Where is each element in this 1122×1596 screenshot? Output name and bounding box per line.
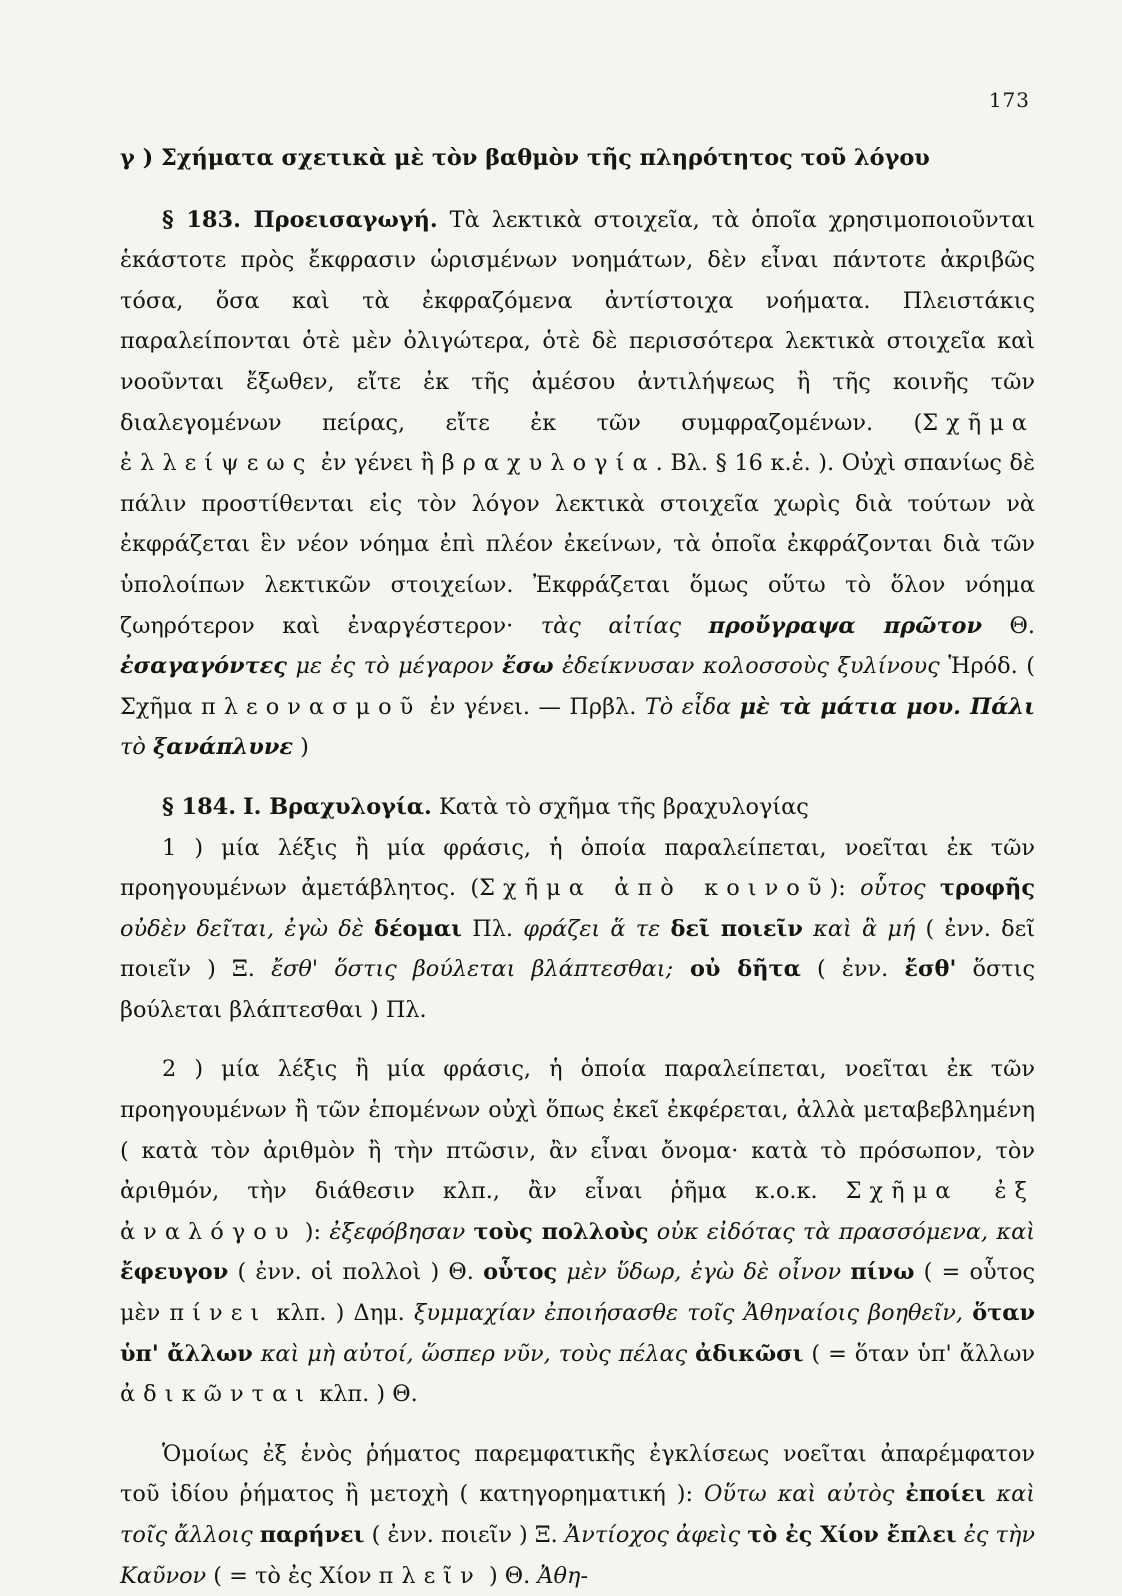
example-bold: ξανάπλυνε bbox=[153, 734, 294, 761]
example-bold: ἐποίει bbox=[905, 1481, 986, 1508]
example-bold: μὲ τὰ μάτια μου. Πάλι bbox=[739, 693, 1036, 720]
example-bold: προὔγραψα πρῶτον bbox=[708, 612, 982, 639]
paragraph-184-para-3 bbox=[120, 1434, 1035, 1596]
page-number: 173 bbox=[988, 88, 1030, 112]
example-bold: δεῖ ποιεῖν bbox=[670, 915, 803, 942]
example-italic: Τὸ εἶδα bbox=[644, 693, 740, 720]
text-run: ( = ὅταν ὑπ' ἄλλων bbox=[803, 1340, 1035, 1367]
text-run: κλπ. ) Θ. bbox=[312, 1381, 418, 1408]
spaced-term: πλεονασμοῦ bbox=[201, 693, 422, 720]
text-run: Πλ. bbox=[461, 915, 524, 942]
spaced-term: Σχῆμα ἀπὸ κοινοῦ bbox=[479, 875, 830, 902]
example-bold: ὅταν ὑπ' ἄλλων bbox=[120, 1300, 1036, 1367]
section-label-184: § 184. bbox=[162, 793, 237, 820]
example-bold: τροφῆς bbox=[939, 875, 1035, 902]
example-bold: ἀδικῶσι bbox=[695, 1340, 804, 1367]
example-italic: Ἀντίοχος ἀφεὶς bbox=[564, 1522, 748, 1548]
example-bold: ἐσαγαγόντες bbox=[120, 653, 287, 680]
text-run: ἐν γένει ἢ bbox=[313, 450, 442, 477]
paragraph-184-item-2 bbox=[120, 1049, 1035, 1414]
spaced-term: Σχῆμα ἐλλείψεως bbox=[120, 409, 1035, 477]
text-run: ) Θ. bbox=[481, 1562, 538, 1589]
example-italic: με ἐς τὸ μέγαρον bbox=[286, 653, 503, 680]
example-italic: τὸ bbox=[120, 734, 153, 761]
example-italic: οὐδὲν δεῖται, ἐγὼ δὲ bbox=[120, 915, 375, 942]
example-italic: ἔσθ' ὅστις βούλεται βλάπτεσθαι; bbox=[271, 956, 674, 983]
text-run: Ὁμοίως ἐξ ἑνὸς ῥήματος παρεμφατικῆς ἐγκλίσεως νοεῖται ἀπαρέμφατον τοῦ ἰδίου ῥήματος ἢ μετοχὴ ( κατηγορηματική ): bbox=[120, 1440, 1035, 1508]
section-label-183: § 183. Προεισαγωγή. bbox=[162, 206, 438, 233]
text-run: ( = τὸ ἐς Χίον bbox=[206, 1562, 379, 1589]
spaced-term: βραχυλογία bbox=[441, 450, 656, 477]
text-run: ( ἐνν. δεῖ ποιεῖν ) Ξ. bbox=[120, 915, 1035, 983]
text-run: ἐν γένει. — Πρβλ. bbox=[421, 693, 645, 720]
example-italic: μὲν ὕδωρ, ἐγὼ δὲ οἶνον bbox=[557, 1259, 851, 1286]
text-run: 2 ) μία λέξις ἢ μία φράσις, ἡ ὁποία παραλείπεται, νοεῖται ἐκ τῶν προηγουμένων ἢ τῶν ἑπομένων οὐχὶ ὅπως ἐκεῖ ἐκφέρεται, ἀλλὰ μεταβεβλημένη ( κατὰ τὸν ἀριθμὸν ἢ τὴν πτῶσιν, ἂν εἶναι ὄνομα· κατὰ τὸ πρόσωπον, τὸν ἀριθμόν, τὴν διάθεσιν κλπ., ἂν εἶναι ῥῆμα κ.ο.κ. bbox=[120, 1056, 1035, 1205]
example-italic: καὶ μὴ αὐτοί, ὥσπερ νῦν, τοὺς πέλας bbox=[252, 1340, 696, 1367]
text-run: Ἡρόδ. ( Σχῆμα bbox=[120, 653, 1035, 720]
example-italic: φράζει ἅ τε bbox=[523, 915, 671, 942]
subsection-title: Ι. Βραχυλογία. bbox=[243, 793, 432, 820]
example-italic: ἐδείκνυσαν κολοσσοὺς ξυλίνους bbox=[553, 653, 940, 680]
example-bold: τοὺς πολλοὺς bbox=[473, 1218, 649, 1245]
spaced-term: πίνει bbox=[169, 1300, 268, 1327]
example-bold: δέομαι bbox=[374, 915, 462, 942]
text-run: Κατὰ τὸ σχῆμα τῆς βραχυλογίας bbox=[431, 793, 809, 820]
example-bold: οὗτος bbox=[483, 1259, 558, 1286]
example-italic: οὗτος bbox=[860, 875, 940, 902]
text-run: ): bbox=[296, 1218, 330, 1245]
text-run: ( = οὗτος μὲν bbox=[120, 1259, 1035, 1327]
text-run: 1 ) μία λέξις ἢ μία φράσις, ἡ ὁποία παραλείπεται, νοεῖται ἐκ τῶν προηγουμένων ἀμετάβλητος. ( bbox=[120, 834, 1035, 902]
paragraph-184-intro bbox=[120, 787, 1035, 828]
example-italic: ξυμμαχίαν ἐποιήσασθε τοῖς Ἀθηναίοις βοηθεῖν, bbox=[414, 1300, 973, 1327]
example-bold: ἔσθ' bbox=[904, 956, 957, 983]
paragraph-184-item-1 bbox=[120, 828, 1035, 1031]
spaced-term: ἀδικῶνται bbox=[120, 1381, 313, 1408]
text-run: ( ἐνν. οἱ πολλοὶ ) Θ. bbox=[228, 1259, 484, 1286]
example-italic: οὐκ εἰδότας τὰ πρασσόμενα, καὶ bbox=[648, 1218, 1036, 1245]
spaced-term: Σχῆμα ἐξ ἀναλόγου bbox=[120, 1178, 1035, 1245]
section-heading: γ ) Σχήματα σχετικὰ μὲ τὸν βαθμὸν τῆς πληρότητος τοῦ λόγου bbox=[120, 145, 930, 171]
example-bold: τὸ ἐς Χίον ἔπλει bbox=[747, 1522, 957, 1548]
example-bold: ἔσω bbox=[502, 653, 554, 680]
text-run: . Βλ. § 16 κ.ἑ. ). Οὐχὶ σπανίως δὲ πάλιν προστίθενται εἰς τὸν λόγον λεκτικὰ στοιχεῖα χωρὶς διὰ τούτων νὰ ἐκφράζεται ἓν νέον νόημα ἐπὶ πλέον ἐκείνων, τὰ ὁποῖα ἐκφράζονται διὰ τῶν ὑπολοίπων λεκτικῶν στοιχείων. Ἐκφράζεται ὅμως οὕτω τὸ ὅλον νόημα ζωηρότερον καὶ ἐναργέστερον· bbox=[120, 450, 1035, 639]
example-italic: Ἀθη- bbox=[537, 1562, 589, 1589]
example-bold: οὐ δῆτα bbox=[673, 956, 801, 983]
spaced-term: πλεῖν bbox=[378, 1562, 482, 1589]
example-bold: παρήνει bbox=[259, 1522, 365, 1548]
text-run: ὅστις βούλεται βλάπτεσθαι ) Πλ. bbox=[120, 956, 1035, 1023]
example-italic: ἐς τὴν Καῦνον bbox=[120, 1522, 1035, 1589]
example-italic: καὶ ἃ μή bbox=[802, 915, 916, 942]
body-text bbox=[120, 138, 1035, 1596]
text-run: ): bbox=[829, 875, 861, 902]
text-run: ( ἐνν. bbox=[800, 956, 905, 983]
text-run: Θ. bbox=[981, 612, 1036, 639]
example-bold: ἔφευγον bbox=[120, 1259, 229, 1286]
text-run: ) bbox=[293, 734, 309, 761]
text-run: ( ἐνν. ποιεῖν ) Ξ. bbox=[364, 1522, 565, 1548]
example-italic: ἐξεφόβησαν bbox=[329, 1218, 474, 1245]
example-italic: καὶ τοῖς ἄλλοις bbox=[120, 1481, 1035, 1548]
example-italic: τὰς αἰτίας bbox=[540, 612, 709, 639]
text-run: Τὰ λεκτικὰ στοιχεῖα, τὰ ὁποῖα χρησιμοποιοῦνται ἑκάστοτε πρὸς ἔκφρασιν ὡρισμένων νοημάτων, δὲν εἶναι πάντοτε ἀκριβῶς τόσα, ὅσα καὶ τὰ ἐκφραζόμενα ἀντίστοιχα νοήματα. Πλειστάκις παραλείπονται ὁτὲ μὲν ὀλιγώτερα, ὁτὲ δὲ περισσότερα λεκτικὰ στοιχεῖα καὶ νοοῦνται ἔξωθεν, εἴτε ἐκ τῆς ἀμέσου ἀντιλήψεως ἢ τῆς κοινῆς τῶν διαλεγομένων πείρας, εἴτε ἐκ τῶν συμφραζομένων. ( bbox=[120, 206, 1035, 436]
text-run: κλπ. ) Δημ. bbox=[267, 1300, 414, 1327]
example-italic: Οὕτω καὶ αὐτὸς bbox=[704, 1481, 906, 1508]
example-bold: πίνω bbox=[850, 1259, 915, 1286]
paragraph-183 bbox=[120, 200, 1035, 768]
